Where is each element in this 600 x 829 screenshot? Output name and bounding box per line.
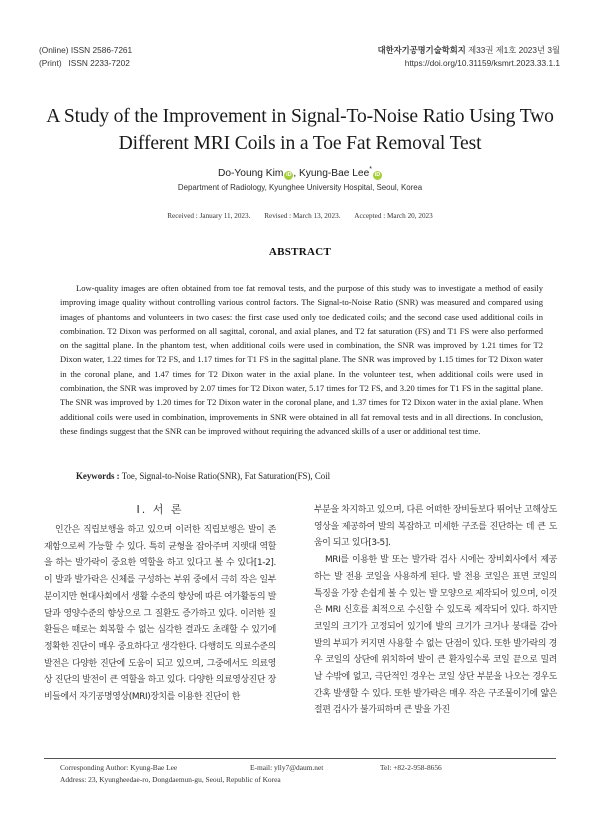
issue-label: 제33권 제1호 2023년 3월 [465,45,560,55]
issn-online: (Online) ISSN 2586-7261 [39,45,133,55]
keywords [76,471,330,481]
affiliation: Department of Radiology, Kyunghee University Hospital, Seoul, Korea [177,183,423,192]
address: Address: 23, Kyungheedae-ro, Dongdaemun-gu, Seoul, Republic of Korea [60,775,281,784]
section-heading: Ⅰ. 서 론 [136,503,184,516]
journal-name: 대한자기공명기술학회지 [377,45,466,55]
author-name: Do-Young Kim [218,168,284,179]
keywords-text: Toe, Signal-to-Noise Ratio(SNR), Fat Saturation(FS), Coil [119,471,331,481]
body-column-right [314,502,557,719]
paper-title [20,104,580,157]
body-paragraph: MRI를 이용한 발 또는 발가락 검사 시에는 장비회사에서 제공하는 발 전용 코일을 사용하게 된다. 발 전용 코일은 표면 코일의 특징을 가장 손쉽게 볼 수 있는 발 모양으로 제작되어 있으며, 이것은 MRI 신호를 최적으로 수신할 수 있도록 제작되어 있다. 하지만 코일의 크기가 고정되어 있기에 발의 크기가 크거나 붕대를 감아 발의 부피가 커지면 사용할 수 없는 단점이 있다. 또한 발가락의 경우 코일의 상단에 위치하여 발이 큰 환자일수록 코일 끝으로 밀려날 수밖에 없고, 극단적인 경우는 코일 상단 부분을 나오는 경우도 간혹 발생할 수 있다. 또한 발가락은 매우 작은 구조물이기에 얇은 절편 검사가 불가피하며 큰 발을 가진 [314,555,557,716]
received-date: Received : January 11, 2023. [167,212,251,220]
author-name: Kyung-Bae Lee [299,168,370,179]
title-line-1: A Study of the Improvement in Signal-To-Noise Ratio Using Two [46,106,554,127]
orcid-icon[interactable]: iD [286,172,292,178]
abstract-heading: ABSTRACT [268,246,332,258]
telephone: Tel: +82-2-958-8656 [380,763,442,772]
body-paragraph: 부분을 차지하고 있으며, 다른 어떠한 장비들보다 뛰어난 고해상도 영상을 제공하여 발의 복잡하고 미세한 구조를 진단하는 데 큰 도움이 되고 있다[3-5]. [314,505,557,549]
footer-divider [44,758,556,759]
body-column-left [44,502,276,706]
orcid-icon[interactable]: iD [374,172,381,178]
journal-issue [378,44,560,57]
revised-date: Revised : March 13, 2023. [264,212,341,220]
author-list [0,166,600,180]
accepted-date: Accepted : March 20, 2023 [354,212,433,220]
author-separator: , [293,168,299,179]
corresponding-mark: * [369,166,372,173]
journal-info [378,44,560,69]
publication-dates [0,212,600,220]
corresponding-author: Corresponding Author: Kyung-Bae Lee [60,763,178,772]
doi-link[interactable]: https://doi.org/10.31159/ksmrt.2023.33.1.1 [404,57,560,68]
email[interactable]: E-mail: ylly7@daum.net [250,763,324,772]
body-paragraph: 인간은 직립보행을 하고 있으며 이러한 직립보행은 발이 존재함으로써 가능할 수 있다. 특히 균형을 잡아주며 지렛대 역할을 하는 발가락이 중요한 역할을 하고 있다고 볼 수 있다[1-2]. 이 발과 발가락은 신체를 구성하는 부위 중에서 극히 작은 일부분이지만 현대사회에서 생활 수준의 향상에 따른 여가활동의 발달과 영양수준의 향상으로 그 질환도 증가하고 있다. 이러한 질환들은 때로는 회복할 수 없는 심각한 결과도 초래할 수 있기에 정확한 진단이 매우 중요하다고 생각한다. 다행히도 의료수준의 발전은 다양한 진단에 도움이 되고 있으며, 그중에서도 의료영상 진단의 발전이 큰 역할을 하고 있다. 다양한 의료영상진단 장비들에서 자기공명영상(MRI)장치를 이용한 진단이 한 [44,525,276,703]
keywords-label: Keywords : [76,471,120,481]
abstract-text: Low-quality images are often obtained from toe fat removal tests, and the purpose of this study was to investigate a method of easily improving image quality without controlling various control factors. The Signal-to-Noise Ratio (SNR) was measured and compared using images of phantoms and volunteers in two cases: the first case used only toe dedicated coils; and the second case used additional coils in combination. T2 Dixon was performed on all sagittal, coronal, and axial planes, and T2 fat saturation (FS) and T1 FS were also performed on the sagittal plane. In the phantom test, when additional coils were used in combination, the SNR was improved by 1.21 times for T2 Dixon water, 1.22 times for T2 FS, and 1.17 times for T1 FS in the sagittal plane. The SNR was improved by 1.15 times for T2 Dixon water in the coronal plane, and 1.47 times for T2 Dixon water in the axial plane. In the volunteer test, when additional coils were used in combination, the SNR was improved by 2.07 times for T2 Dixon water, 5.17 times for T2 FS, and 3.20 times for T1 FS in the sagittal plane. The SNR was improved by 1.20 times for T2 Dixon water in the coronal plane, and 1.37 times for T2 Dixon water in the axial plane. When additional coils were used in combination, improvements in SNR were obtained in all fat removal tests and in all directions. In conclusion, these findings suggest that the SNR can be improved without requiring the advanced skills of a user or additional test time. [60,283,543,436]
title-line-2: Different MRI Coils in a Toe Fat Removal Test [118,132,482,154]
issn-print: (Print) ISSN 2233-7202 [39,57,130,68]
issn-block [39,44,132,69]
